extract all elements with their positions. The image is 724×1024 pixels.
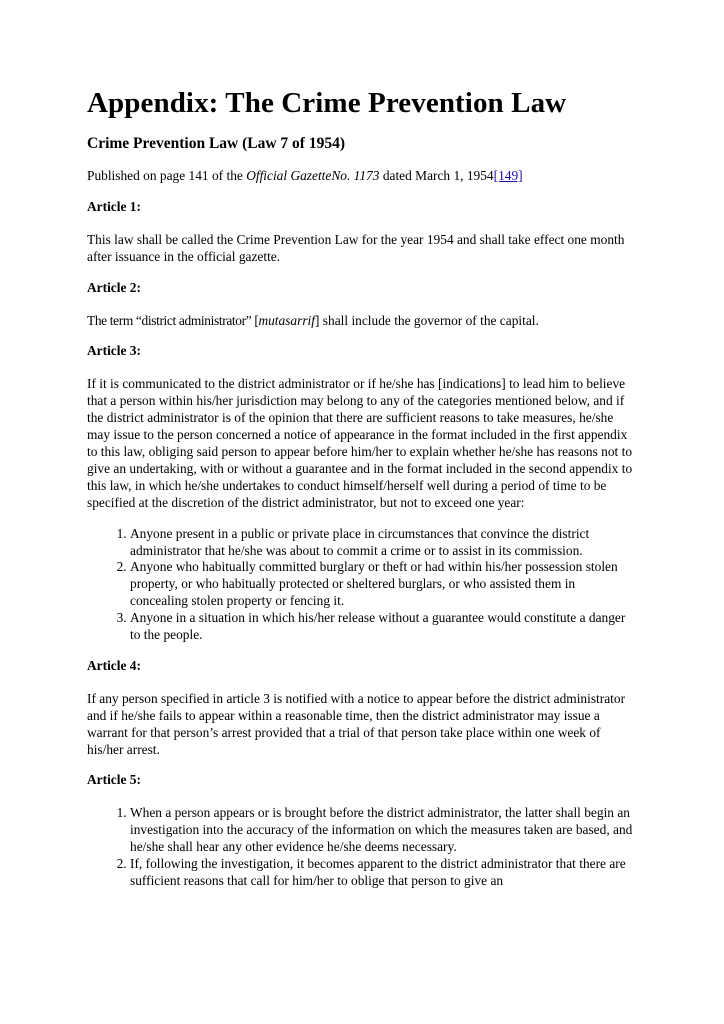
article-5-heading: Article 5: (87, 772, 141, 788)
article-3-list (87, 526, 636, 644)
article-1-text: This law shall be called the Crime Prevention Law for the year 1954 and shall take effect one month after issuance in the official gazette. (87, 231, 625, 264)
article-2-term: mutasarrif (258, 312, 315, 328)
list-item: 1. Anyone present in a public or private place in circumstances that convince the district administrator that he/she was about to commit a crime or to assist in its commission. (130, 526, 636, 560)
list-item: 2. Anyone who habitually committed burglary or theft or had within his/her possession stolen property, or who habitually protected or sheltered burglars, or who assisted them in concealing stolen property or fencing it. (130, 559, 636, 610)
article-3-heading: Article 3: (87, 343, 141, 359)
article-3-text: If it is communicated to the district administrator or if he/she has [indications] to lead him to believe that a person within his/her jurisdiction may belong to any of the categories mentioned below, and if the district administrator is of the opinion that there are sufficient reasons to take measures, he/she may issue to the person concerned a notice of appearance in the format included in the first appendix to this law, obliging said person to appear before him/her to explain whether he/she has reasons not to give an undertaking, with or without a guarantee and in the format included in the second appendix to this law, in which he/she undertakes to conduct himself/herself well during a period of time to be specified at the discretion of the district administrator, but not to exceed one year: (87, 376, 633, 510)
law-subtitle: Crime Prevention Law (Law 7 of 1954) (87, 135, 346, 152)
gazette-name: Official GazetteNo. 1173 (246, 168, 380, 183)
article-1-heading: Article 1: (87, 198, 141, 214)
article-4-heading: Article 4: (87, 657, 141, 673)
article-2-text-end: ] shall include the governor of the capital. (315, 312, 539, 328)
article-2-heading: Article 2: (87, 279, 141, 295)
footnote-link[interactable]: [149] (493, 168, 523, 183)
page-title: Appendix: The Crime Prevention Law (87, 87, 567, 119)
publication-date: dated March 1, 1954 (379, 168, 494, 183)
list-item: 3. Anyone in a situation in which his/her release without a guarantee would constitute a danger to the people. (130, 610, 636, 644)
publication-line (87, 168, 636, 185)
publication-prefix: Published on page 141 of the (87, 168, 247, 183)
article-5-list (87, 805, 636, 890)
list-item: 2. If, following the investigation, it becomes apparent to the district administrator that there are sufficient reasons that call for him/her to oblige that person to give an (130, 856, 636, 890)
list-item: 1. When a person appears or is brought before the district administrator, the latter shall begin an investigation into the accuracy of the information on which the measures taken are based, and he/she shall hear any other evidence he/she deems necessary. (130, 805, 636, 856)
article-2-text-start: The term “district administrator” [ (87, 312, 259, 328)
article-4-text: If any person specified in article 3 is notified with a notice to appear before the district administrator and if he/she fails to appear within a reasonable time, then the district administrator may issue a warrant for that person’s arrest provided that a trial of that person take place within one week of his/her arrest. (87, 690, 626, 757)
article-2-text (87, 313, 636, 330)
